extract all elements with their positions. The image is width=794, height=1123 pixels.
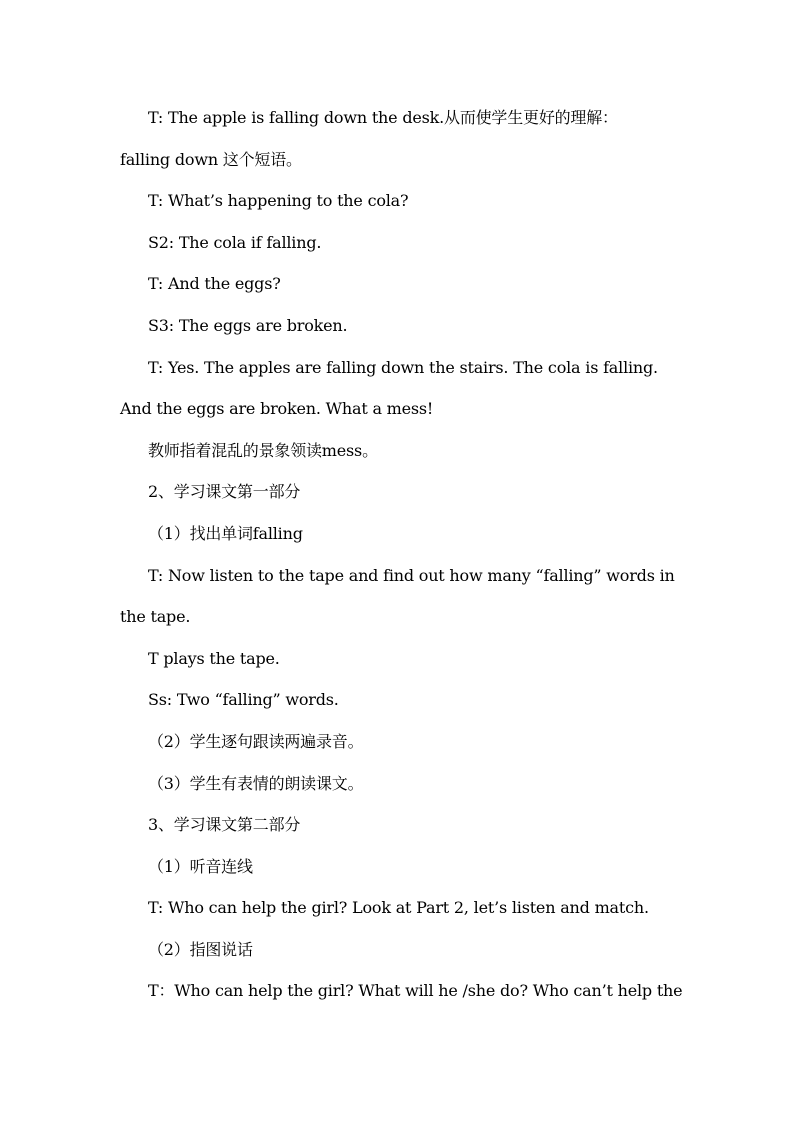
text-line: And the eggs are broken. What a mess! [120,399,434,419]
section-heading: 2、学习课文第一部分 [148,482,301,502]
text-line: Ss: Two “falling” words. [148,690,339,710]
text-line: falling down 这个短语。 [120,149,302,169]
text-line: T plays the tape. [148,648,280,668]
text-line: the tape. [120,607,191,627]
section-heading: 3、学习课文第二部分 [148,815,301,835]
text-line: T: Yes. The apples are falling down the stairs. The cola is falling. [148,357,658,377]
text-line: S2: The cola if falling. [148,232,322,252]
text-line: T: The apple is falling down the desk.从而使学生更好的理解： [148,108,618,127]
subsection-heading: （1）找出单词falling [148,523,303,543]
text-line: 教师指着混乱的景象领读mess。 [148,440,378,460]
text-line: T: And the eggs? [148,274,281,294]
text-line: T: Who can help the girl? Look at Part 2, let’s listen and match. [148,898,649,918]
subsection-heading: （3）学生有表情的朗读课文。 [148,773,364,793]
subsection-heading: （2）学生逐句跟读两遍录音。 [148,731,364,751]
subsection-heading: （2）指图说话 [148,939,253,959]
text-line: S3: The eggs are broken. [148,315,348,335]
document-body [120,97,683,1012]
text-line: T: What’s happening to the cola? [148,191,409,211]
text-line: T：Who can help the girl? What will he /she do? Who can’t help the [148,981,683,1001]
text-line: T: Now listen to the tape and find out how many “falling” words in [148,565,675,585]
subsection-heading: （1）听音连线 [148,856,253,876]
